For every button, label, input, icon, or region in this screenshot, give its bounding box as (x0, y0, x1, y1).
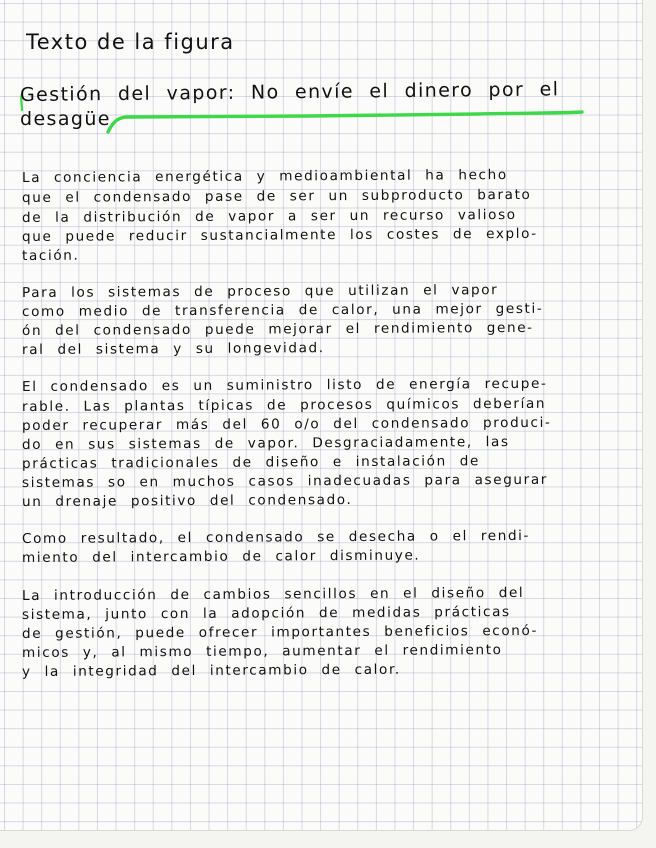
paragraph-5-line-3: de gestión, puede ofrecer importantes beneficios econó- (21, 622, 539, 642)
paragraph-2-line-3: ón del condensado puede mejorar el rendimiento gene- (21, 319, 534, 339)
heading-line-2: desagüe (20, 108, 111, 130)
paragraph-3-line-7: un drenaje positivo del condensado. (21, 491, 353, 510)
paragraph-2-line-4: ral del sistema y su longevidad. (21, 340, 325, 358)
paragraph-1-line-5: tación. (21, 247, 80, 264)
page-title: Texto de la figura (26, 30, 235, 54)
paragraph-3-line-1: El condensado es un suministro listo de energía recupe- (21, 375, 548, 395)
paragraph-1-line-4: que puede reducir sustancialmente los costes de explo- (21, 225, 538, 245)
paragraph-4-line-1: Como resultado, el condensado se desecha o el rendi- (21, 527, 531, 547)
paragraph-5-line-4: micos y, al mismo tiempo, aumentar el rendimiento (21, 642, 503, 661)
paragraph-2-line-1: Para los sistemas de proceso que utilizan el vapor (21, 282, 499, 301)
paragraph-3-line-3: poder recuperar más del 60 o/o del condensado produci- (21, 414, 552, 434)
paragraph-1-line-1: La conciencia energética y medioambiental ha hecho (21, 167, 508, 186)
paragraph-5-line-2: sistema, junto con la adopción de medidas prácticas (21, 604, 511, 623)
paragraph-1-line-2: que el condensado pase de ser un subproducto barato (21, 186, 532, 206)
paragraph-1-line-3: de la distribución de vapor a ser un recurso valioso (21, 206, 517, 226)
paragraph-2-line-2: como medio de transferencia de calor, una mejor gesti- (21, 300, 544, 320)
paragraph-3-line-2: rable. Las plantas típicas de procesos químicos deberían (21, 395, 547, 415)
paragraph-3-line-6: sistemas so en muchos casos inadecuadas para asegurar (21, 471, 548, 491)
paragraph-4-line-2: miento del intercambio de calor disminuye. (21, 547, 421, 566)
paragraph-5-line-5: y la integridad del intercambio de calor. (21, 661, 401, 680)
paragraph-3-line-5: prácticas tradicionales de diseño e instalación de (21, 453, 480, 472)
paragraph-5-line-1: La introducción de cambios sencillos en el diseño del (21, 584, 525, 604)
paragraph-3-line-4: do en sus sistemas de vapor. Desgraciadamente, las (21, 434, 510, 453)
heading-line-1: Gestión del vapor: No envíe el dinero por el (19, 78, 560, 106)
